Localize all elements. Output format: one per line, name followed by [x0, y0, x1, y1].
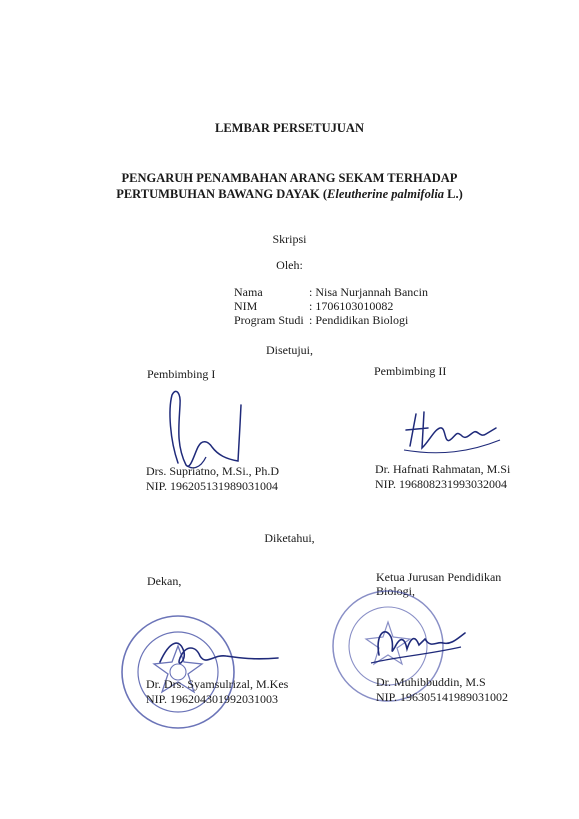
- approved-label: Disetujui,: [266, 343, 313, 357]
- title-prefix: PERTUMBUHAN BAWANG DAYAK (: [116, 187, 328, 201]
- document-type: Skripsi: [272, 232, 307, 246]
- thesis-title-line2: [0, 187, 579, 201]
- advisor1-name: Drs. Supriatno, M.Si., Ph.D: [146, 464, 280, 478]
- field-value-program: : Pendidikan Biologi: [309, 313, 409, 327]
- dean-name: Dr. Drs. Syamsulrizal, M.Kes: [146, 677, 289, 691]
- page-heading: LEMBAR PERSETUJUAN: [215, 121, 364, 135]
- field-label-program: Program Studi: [234, 313, 304, 327]
- head-nip: NIP. 196305141989031002: [376, 690, 509, 704]
- species-name: Eleutherine palmifolia: [327, 187, 445, 201]
- head-role-line1: Ketua Jurusan Pendidikan: [376, 570, 502, 584]
- head-role-line2: Biologi,: [376, 584, 416, 598]
- by-label: Oleh:: [276, 258, 303, 272]
- dean-nip: NIP. 196204301992031003: [146, 692, 279, 706]
- advisor2-nip: NIP. 196808231993032004: [375, 477, 508, 491]
- advisor2-name: Dr. Hafnati Rahmatan, M.Si: [375, 462, 511, 476]
- title-suffix: L.): [444, 187, 463, 201]
- field-value-nim: : 1706103010082: [309, 299, 394, 313]
- acknowledged-label: Diketahui,: [264, 531, 315, 545]
- field-label-nim: NIM: [234, 299, 258, 313]
- advisor2-role: Pembimbing II: [374, 364, 447, 378]
- dean-signature: [150, 632, 290, 682]
- advisor1-role: Pembimbing I: [147, 367, 216, 381]
- thesis-title-line1: PENGARUH PENAMBAHAN ARANG SEKAM TERHADAP: [121, 171, 458, 185]
- head-signature: [365, 615, 475, 675]
- field-value-name: : Nisa Nurjannah Bancin: [309, 285, 428, 299]
- head-name: Dr. Muhibbuddin, M.S: [376, 675, 486, 689]
- advisor1-nip: NIP. 196205131989031004: [146, 479, 279, 493]
- field-label-name: Nama: [234, 285, 263, 299]
- dean-role: Dekan,: [147, 574, 182, 588]
- advisor2-signature: [400, 400, 510, 460]
